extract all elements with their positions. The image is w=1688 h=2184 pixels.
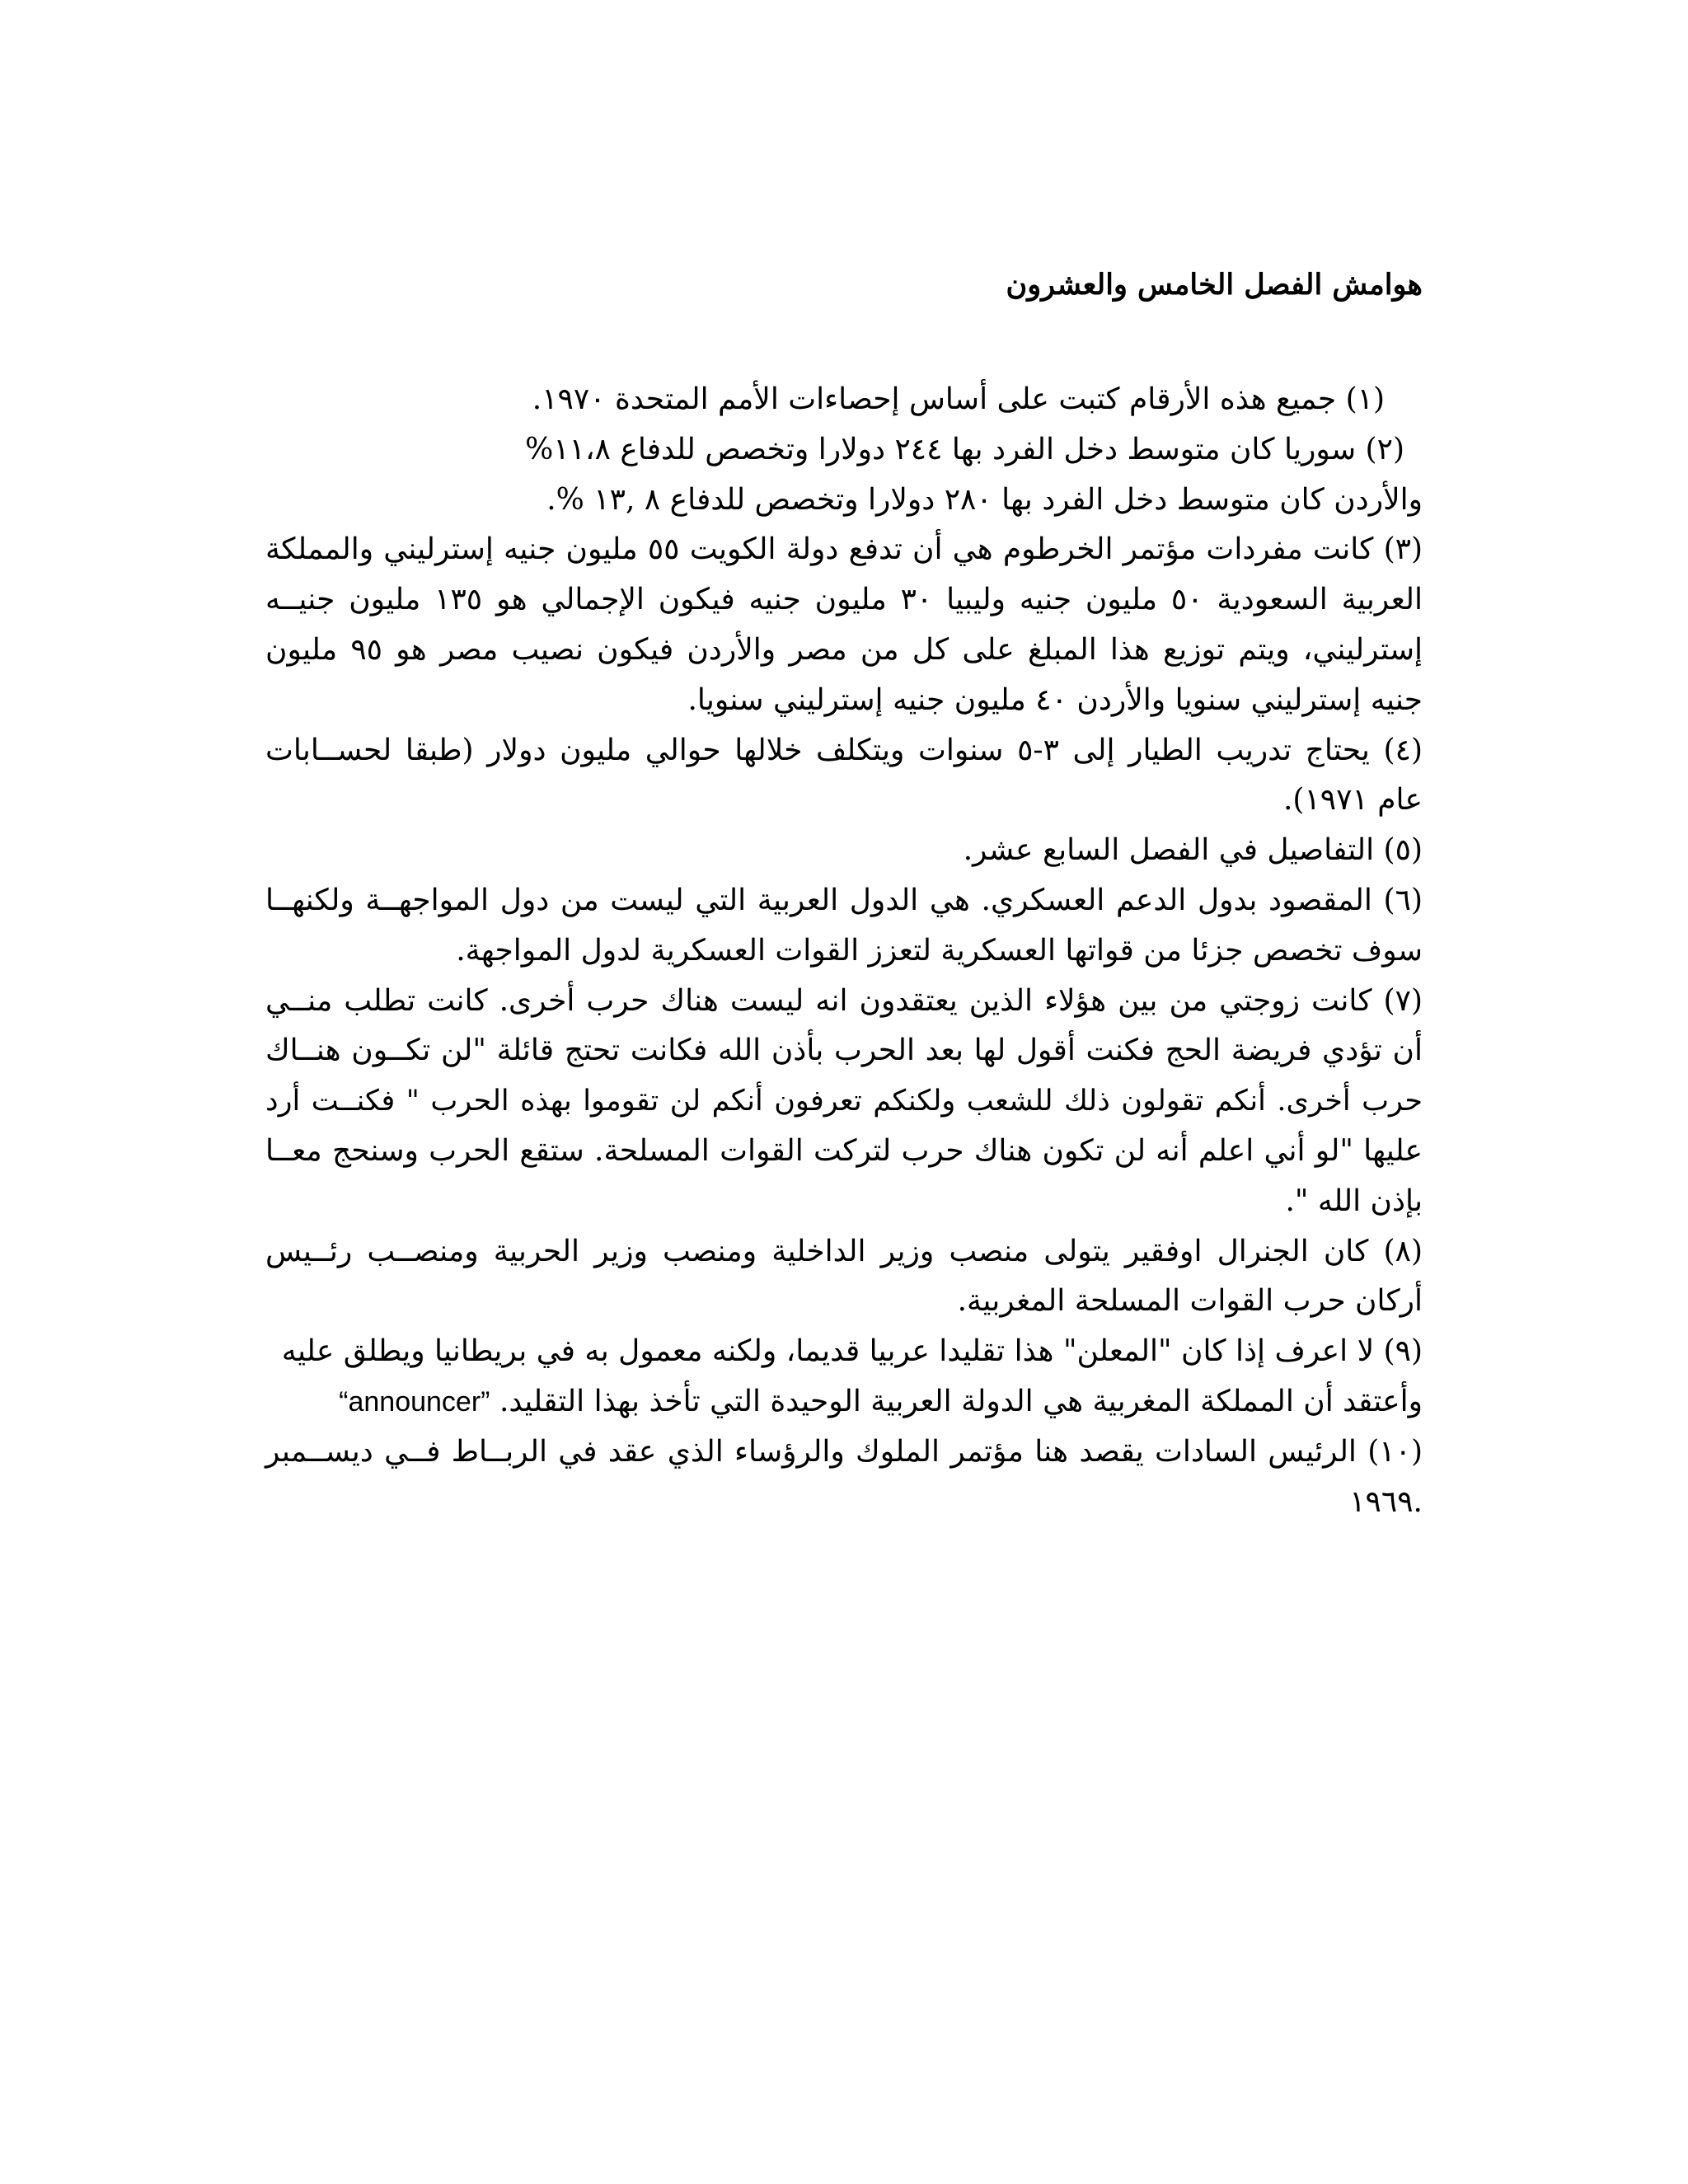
footnote-line: حرب أخرى. أنكم تقولون ذلك للشعب ولكنكم تعرفون أنكم لن تقوموا بهذه الحرب " فكنــت أرد [265,1085,1423,1118]
footnote-line: (٦) المقصود بدول الدعم العسكري. هي الدول العربية التي ليست من دول المواجهــة ولكنهــا [265,883,1423,917]
footnotes-list [265,375,1423,1527]
footnote-line: (١) جميع هذه الأرقام كتبت على أساس إحصاءات الأمم المتحدة ١٩٧٠. [532,382,1385,416]
footnote-line: (٥) التفاصيل في الفصل السابع عشر. [963,833,1423,868]
footnote-line: أن تؤدي فريضة الحج فكنت أقول لها بعد الحرب بأذن الله فكانت تحتج قائلة "لن تكــون هنــاك [265,1033,1423,1068]
footnote-line: بإذن الله ". [1285,1183,1423,1218]
footnote-line: سوف تخصص جزئا من قواتها العسكرية لتعزز القوات العسكرية لدول المواجهة. [456,933,1423,968]
announcer-term: “announcer” [339,1385,490,1418]
footnote-line [265,1377,1423,1427]
footnote-line: عليها "لو أني اعلم أنه لن تكون هناك حرب لتركت القوات المسلحة. ستقع الحرب وسنحج معــا [265,1133,1423,1168]
footnote-line: (٩) لا اعرف إذا كان "المعلن" هذا تقليدا عربيا قديما، ولكنه معمول به في بريطانيا ويطلق عليه [281,1334,1423,1369]
footnote-line: .١٩٦٩ [1349,1484,1423,1519]
footnote-line: (٨) كان الجنرال اوفقير يتولى منصب وزير الداخلية ومنصب وزير الحربية ومنصــب رئــيس [265,1234,1423,1268]
footnote-line: (٢) سوريا كان متوسط دخل الفرد بها ٢٤٤ دولارا وتخصص للدفاع ١١،٨% [525,432,1404,466]
footnote-line: عام ١٩٧١). [1282,783,1423,818]
footnote-text: وأعتقد أن المملكة المغربية هي الدولة العربية الوحيدة التي تأخذ بهذا التقليد. [499,1384,1423,1418]
footnote-line: (٤) يحتاج تدريب الطيار إلى ٣-٥ سنوات ويتكلف خلالها حوالي مليون دولار (طبقا لحســابات [265,733,1423,767]
footnote-line: والأردن كان متوسط دخل الفرد بها ٢٨٠ دولارا وتخصص للدفاع ٨ ,١٣ %. [546,482,1423,517]
footnote-line: أركان حرب القوات المسلحة المغربية. [957,1284,1423,1319]
footnote-line: (٣) كانت مفردات مؤتمر الخرطوم هي أن تدفع دولة الكويت ٥٥ مليون جنيه إسترليني والمملكة [265,532,1423,567]
footnote-line: (١٠) الرئيس السادات يقصد هنا مؤتمر الملوك والرؤساء الذي عقد في الربــاط فــي ديســمبر [265,1434,1423,1469]
footnote-line: جنيه إسترليني سنويا والأردن ٤٠ مليون جنيه إسترليني سنويا. [687,682,1423,717]
page-title: هوامش الفصل الخامس والعشرون [1006,268,1423,302]
footnote-line: (٧) كانت زوجتي من بين هؤلاء الذين يعتقدون انه ليست هناك حرب أخرى. كانت تطلب منــي [265,983,1423,1018]
footnote-line: العربية السعودية ٥٠ مليون جنيه وليبيا ٣٠ مليون جنيه فيكون الإجمالي هو ١٣٥ مليون جنيــه [265,583,1423,617]
footnote-line: إسترليني، ويتم توزيع هذا المبلغ على كل من مصر والأردن فيكون نصيب مصر هو ٩٥ مليون [265,632,1423,667]
